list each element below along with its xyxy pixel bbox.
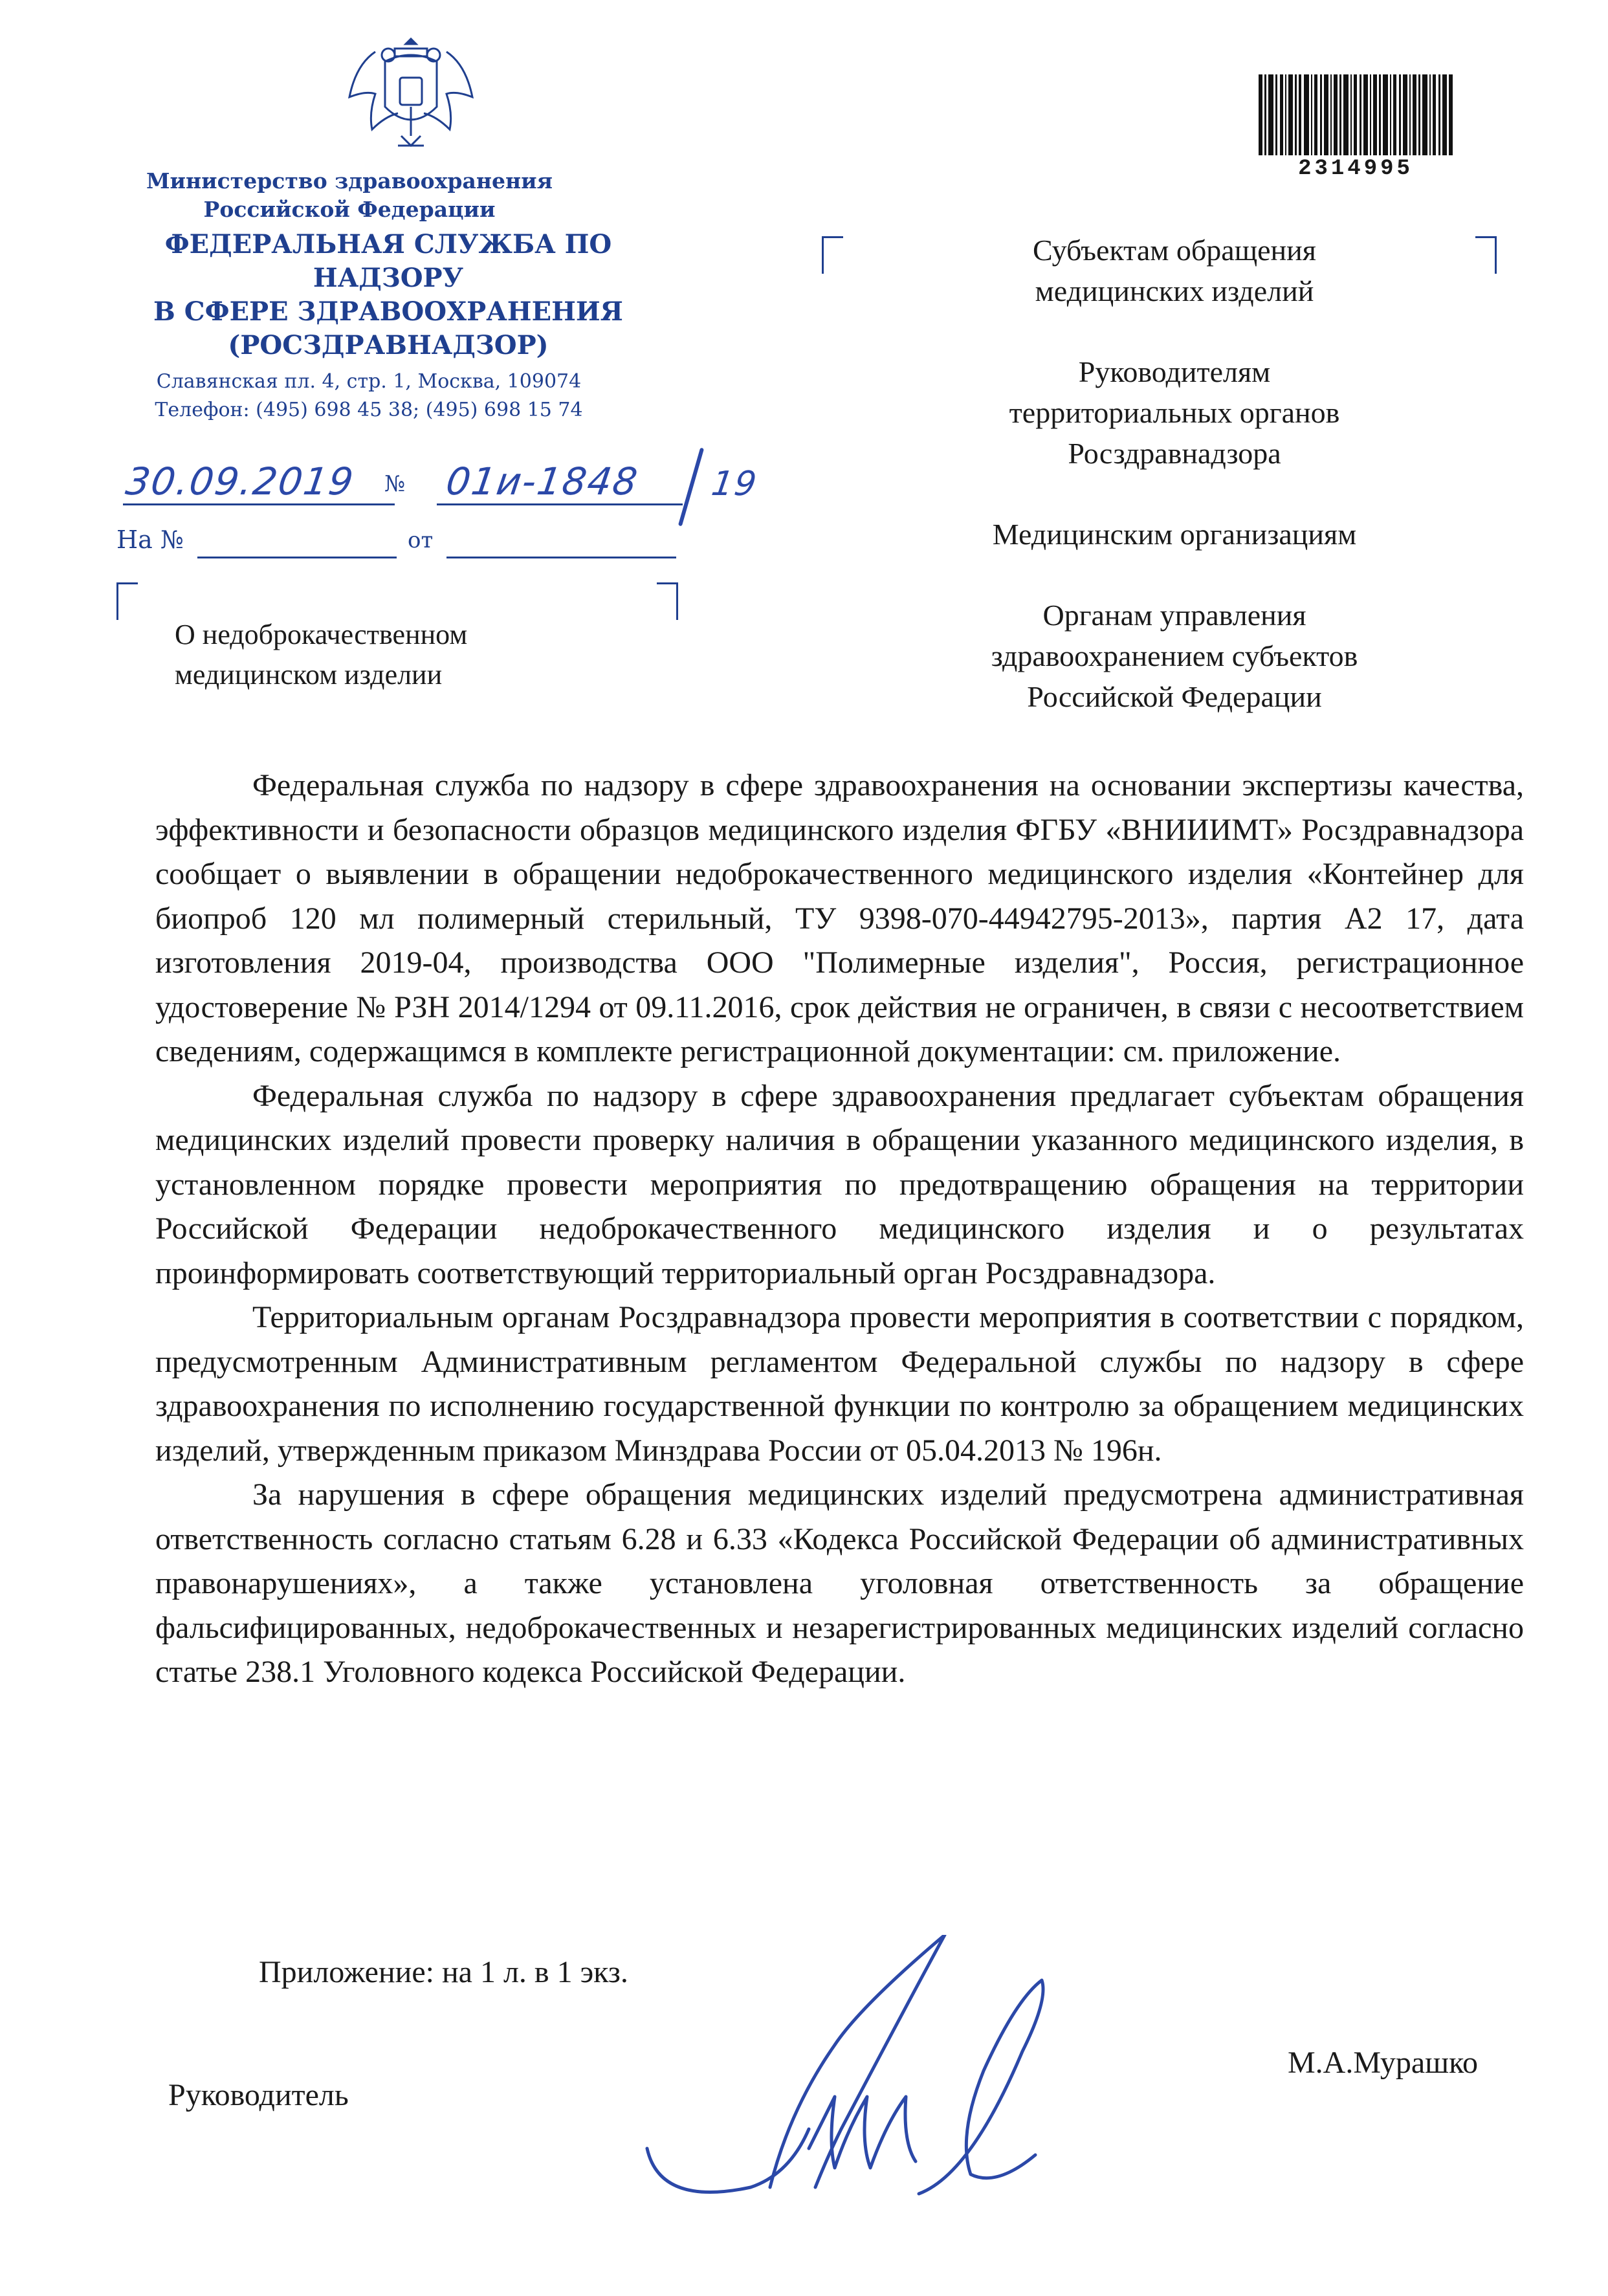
coat-of-arms-icon [336,26,485,155]
addressee-group [929,230,1420,311]
body-paragraph: Территориальным органам Росздравнадзора провести мероприятия в соответствии с порядком, предусмотренным Административным регламентом Федеральной службы по надзору в сфере здравоохранения по исполнению государственной функции по контролю за обращением медицинских изделий, утвержденным приказом Минздрава России от 05.04.2013 № 196н. [155,1300,1524,1468]
addressee-corner-right [1475,236,1497,274]
slash-mark [678,448,704,527]
reference-date-label: от [408,527,434,553]
addressee-line: Медицинским организациям [992,518,1357,551]
ministry-line1: Министерство здравоохранения [146,168,553,193]
reference-number-label: На № [116,525,184,554]
body-paragraph: Федеральная служба по надзору в сфере здравоохранения на основании экспертизы качества, эффективности и безопасности образцов медицинского изделия ФГБУ «ВНИИИМТ» Росздравнадзора сообщает о выявлении в обращении недоброкачественного медицинского изделия «Контейнер для биопроб 120 мл полимерный стерильный, ТУ 9398-070-44942795-2013», партия А2 17, дата изготовления 2019-04, производства ООО "Полимерные изделия", Россия, регистрационное удостоверение № РЗН 2014/1294 от 09.11.2016, срок действия не ограничен, в связи с несоответствием сведениям, содержащимся в комплекте регистрационной документации: см. приложение. [155,768,1524,1068]
addressee-group [929,595,1420,717]
addressee-line: Росздравнадзора [1068,437,1281,470]
body-paragraph: За нарушения в сфере обращения медицинских изделий предусмотрена административная ответственность согласно статьям 6.28 и 6.33 «Кодекса Российской Федерации об административных правонарушениях», а также установлена уголовная ответственность за обращение фальсифицированных, недоброкачественных и незарегистрированных медицинских изделий согласно статье 238.1 Уголовного кодекса Российской Федерации. [155,1477,1524,1689]
barcode-number: 2314995 [1298,157,1413,181]
service-line1: ФЕДЕРАЛЬНАЯ СЛУЖБА ПО НАДЗОРУ [164,229,612,293]
handwritten-number: 01и-1848 [443,459,641,503]
addressee-corner-left [822,236,843,274]
subject-corner-right [657,582,678,620]
addressee-line: территориальных органов [1009,396,1340,429]
addressee-line: Органам управления [1042,599,1306,632]
subject-corner-left [116,582,138,620]
handwritten-number-suffix: 19 [709,465,760,503]
service-address [97,368,641,425]
service-name [97,228,679,362]
addressee-line: здравоохранением субъектов [991,639,1358,672]
body-paragraph: Федеральная служба по надзору в сфере здравоохранения предлагает субъектам обращения медицинских изделий провести проверку наличия в обращении указанного медицинского изделия, в установленном порядке провести мероприятия по предотвращению обращения на территории Российской Федерации недоброкачественного медицинского изделия и о результатах проинформировать соответствующий территориальный орган Росздравнадзора. [155,1078,1524,1290]
addressee-line: медицинских изделий [1035,274,1314,307]
addressee-line: Руководителям [1078,355,1271,388]
ministry-name [97,167,602,224]
service-line2: В СФЕРЕ ЗДРАВООХРАНЕНИЯ [153,296,623,327]
number-underline [437,503,683,505]
addressee-line: Субъектам обращения [1033,234,1316,267]
addressee-group [929,514,1420,555]
handwritten-date: 30.09.2019 [123,459,357,503]
ministry-line2: Российской Федерации [203,197,496,222]
reference-number-line [197,557,397,558]
subject-line1: О недоброкачественном [175,619,468,650]
number-sign: № [384,471,406,497]
subject-line2: медицинском изделии [175,659,443,690]
handwritten-signature [634,1935,1139,2220]
signer-name: М.А.Мурашко [1288,2046,1478,2080]
addressee-line: Российской Федерации [1027,680,1322,713]
date-underline [123,503,395,505]
letter-body [155,764,1524,1695]
address-line: Славянская пл. 4, стр. 1, Москва, 109074 [156,370,582,393]
reference-date-line [446,557,676,558]
addressee-group [929,351,1420,474]
appendix-note: Приложение: на 1 л. в 1 экз. [259,1955,628,1989]
signer-role: Руководитель [168,2078,349,2112]
addressee-block [929,230,1420,717]
barcode-icon [1259,74,1453,155]
letter-subject [175,615,467,695]
service-line3: (РОСЗДРАВНАДЗОР) [228,330,549,360]
phone-line: Телефон: (495) 698 45 38; (495) 698 15 74 [155,399,583,421]
